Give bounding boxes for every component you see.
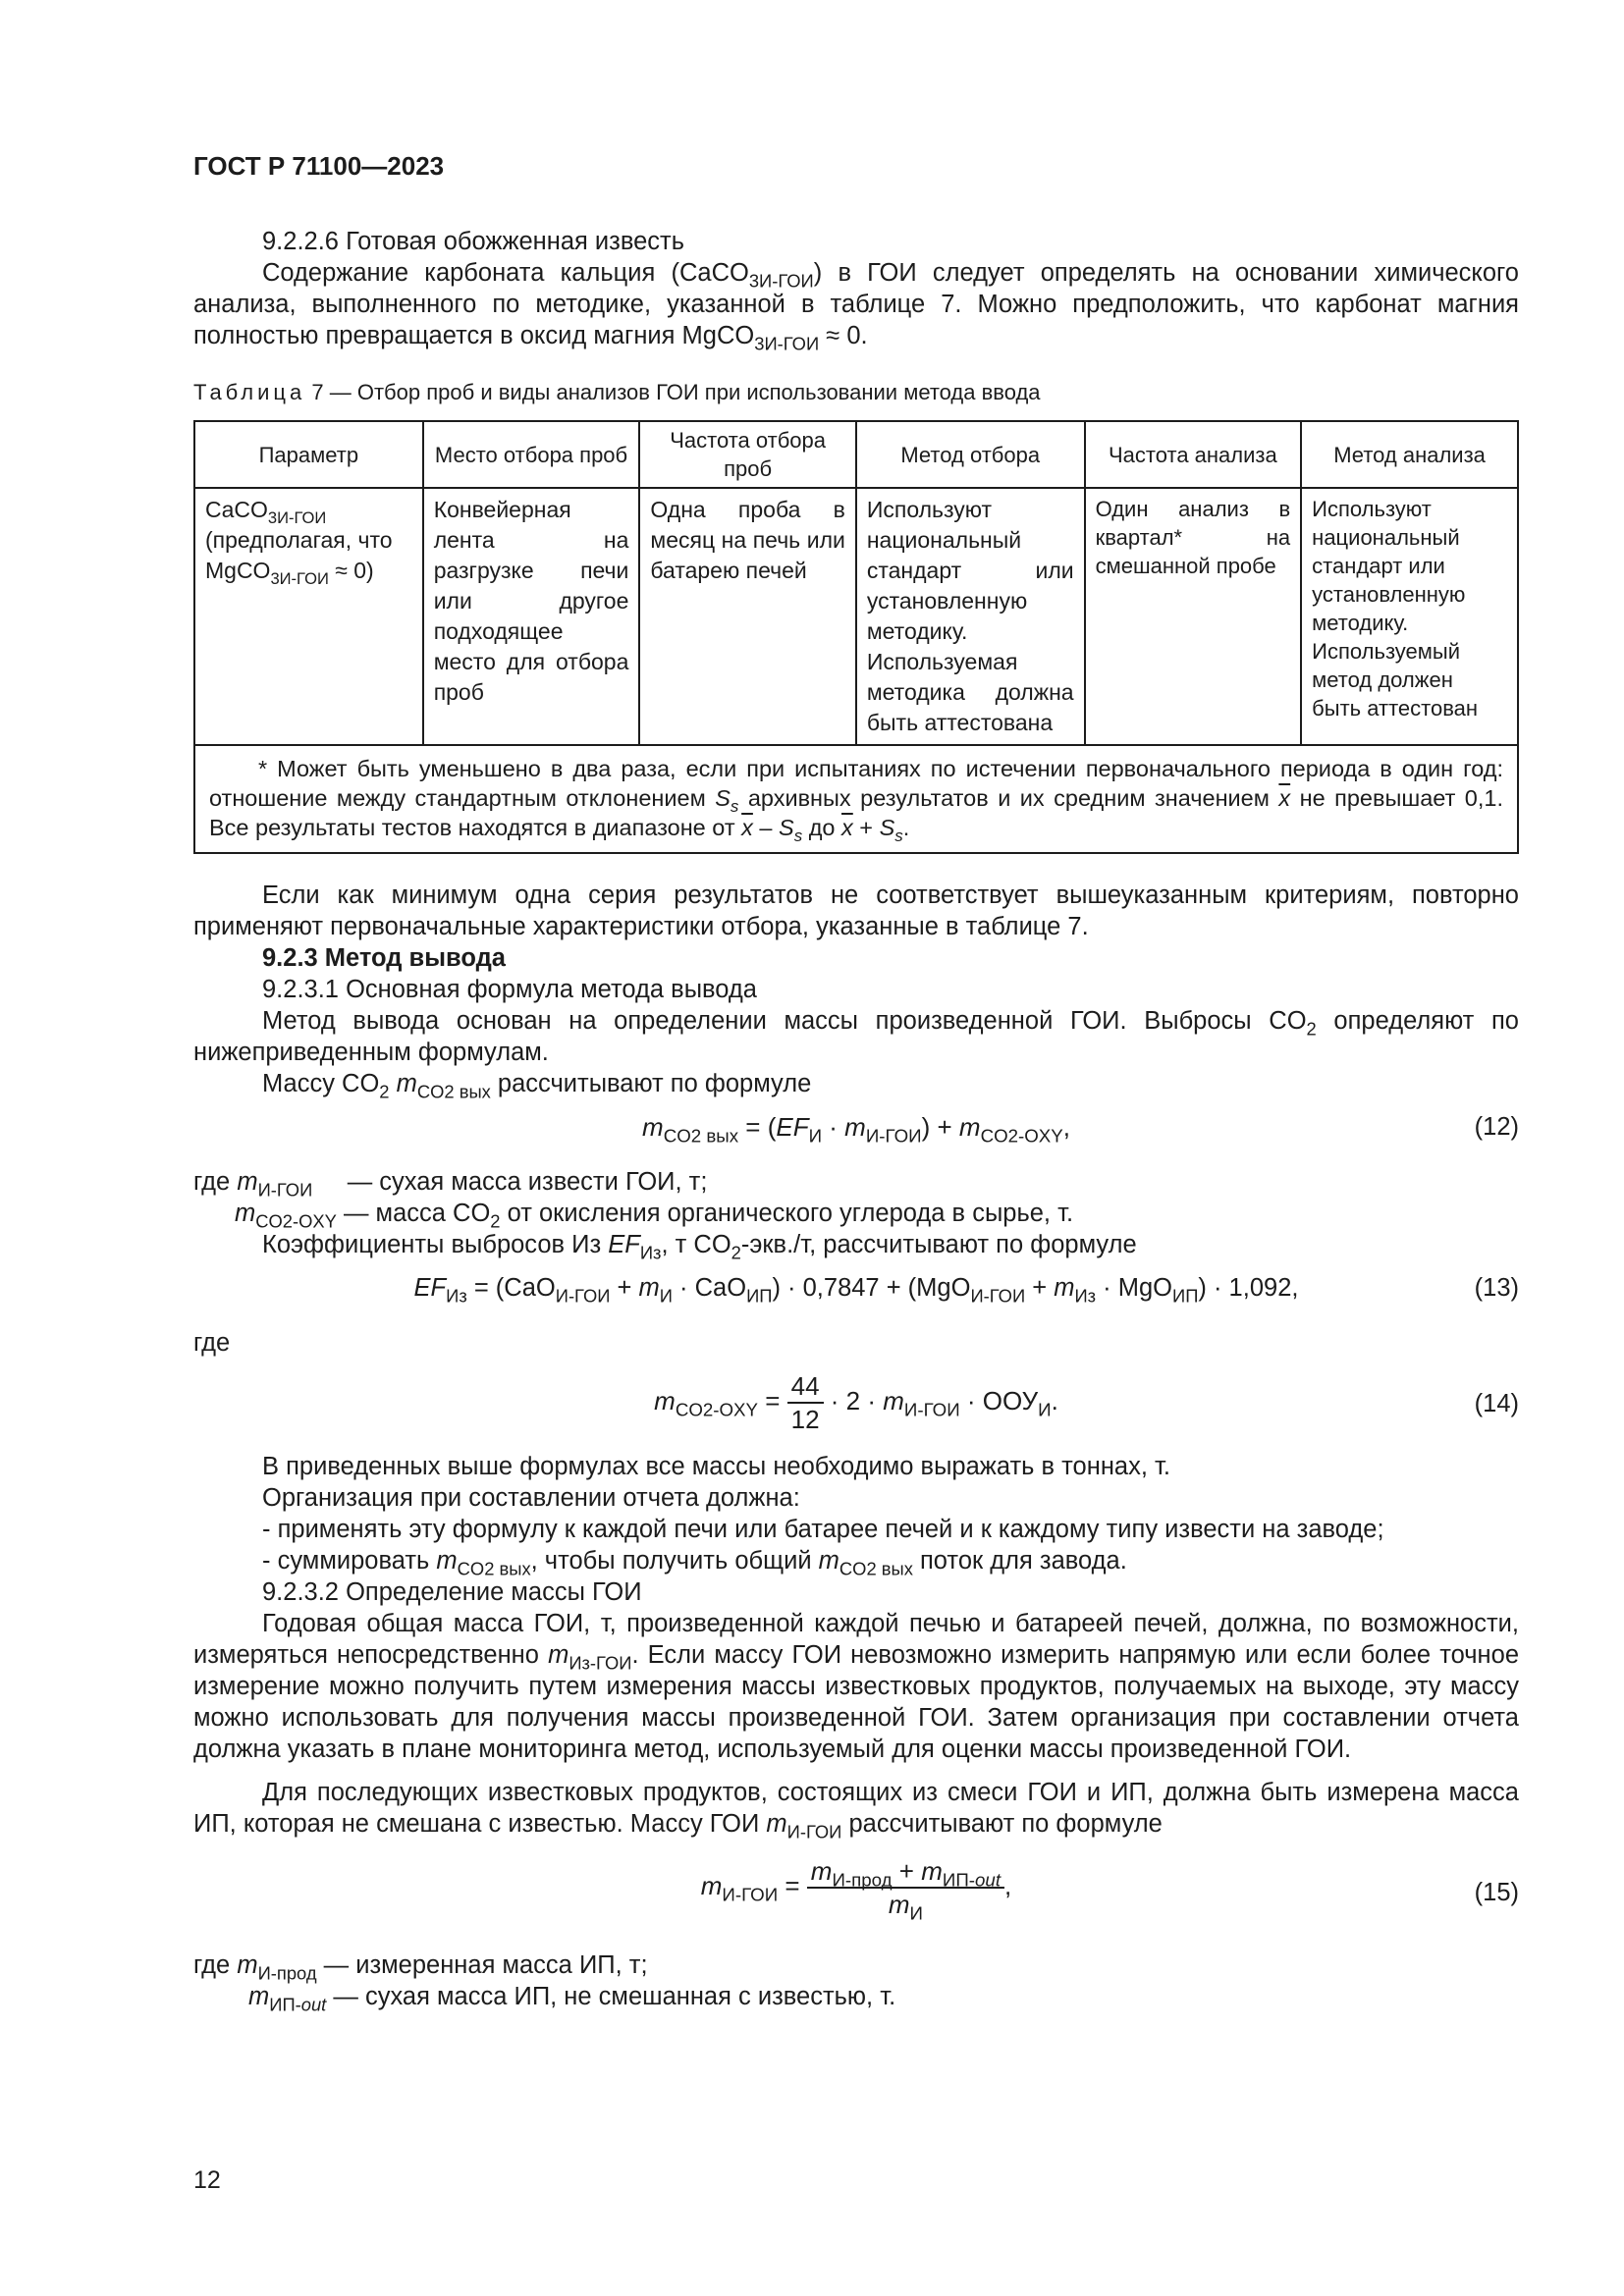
requirement-item-2: - суммировать $m_{CO2 вых}$, чтобы получить общий $m_{CO2 вых}$ поток для завода. bbox=[262, 1547, 1127, 1579]
table-7 bbox=[193, 420, 1519, 854]
formula-13-number: (13) bbox=[1474, 1274, 1519, 1302]
requirement-item-1: - применять эту формулу к каждой печи или батарее печей и к каждому типу извести на заводе; bbox=[262, 1516, 1384, 1543]
formula-13 bbox=[193, 1272, 1519, 1315]
section-923-title: 9.2.3 Метод вывода bbox=[262, 944, 506, 972]
formula-12 bbox=[193, 1111, 1519, 1154]
cell-analysis-method: Используют национальный стандарт или установленную методику. Используемый метод должен быть аттестован bbox=[1301, 488, 1518, 745]
cell-sampling-frequency: Одна проба в месяц на печь или батарею печей bbox=[639, 488, 855, 745]
where-13: где bbox=[193, 1329, 231, 1357]
formula-14-number: (14) bbox=[1474, 1390, 1519, 1417]
fraction-44-12: $\frac{44}{12}$ bbox=[787, 1370, 824, 1435]
where-12-line-1: где $m_{И-ГОИ}$ — сухая масса извести ГОИ, т; bbox=[193, 1168, 708, 1201]
section-9232-paragraph-1: Годовая общая масса ГОИ, т, произведенной каждой печью и батареей печей, должна, по возможности, измеряться непосредственно $m_{Из-ГОИ}$. Если массу ГОИ невозможно измерить напрямую или если более точное измерение можно получить путем измерения массы известковых продуктов, получаемых на выходе, эту массу можно использовать для получения массы произведенной ГОИ. Затем организация при составлении отчета должна указать в плане мониторинга метод, используемый для оценки массы произведенной ГОИ. bbox=[193, 1610, 1519, 1763]
column-header: Метод отбора bbox=[856, 421, 1085, 488]
coefficients-text: Коэффициенты выбросов Из $EF_{Из}$, т $CO_2-экв./т$, рассчитывают по формуле bbox=[262, 1231, 1137, 1263]
table-row bbox=[194, 488, 1518, 745]
cell-analysis-frequency: Один анализ в квартал* на смешанной пробе bbox=[1085, 488, 1302, 745]
where-12-line-2: $m_{CO2-OXY}$ — масса $CO_2$ от окисления органического углерода в сырье, т. bbox=[235, 1200, 1074, 1232]
cell-parameter: CaCO$_{3И-ГОИ}$ (предполагая, что MgCO$_{3И-ГОИ}$ ≈ 0) bbox=[194, 488, 423, 745]
column-header: Частота отбора проб bbox=[639, 421, 855, 488]
formula-14 bbox=[193, 1370, 1519, 1439]
table-footnote: * Может быть уменьшено в два раза, если при испытаниях по истечении первоначального периода в один год: отношение между стандартным отклонением $S_s$ архивных результатов и их средним значением $\overline{x}$ не превышает 0,1. Все результаты тестов находятся в диапазоне от $\overline{x} - S_s$ до $\overline{x} + S_s$. bbox=[194, 745, 1518, 853]
where-15-line-2: $m_{ИП-out}$ — сухая масса ИП, не смешанная с известью, т. bbox=[248, 1983, 896, 2015]
formula-15-body: $m_{И-ГОИ}$ = $\frac{m_{И-прод} + m_{ИП-out}}{m_И}$ , bbox=[700, 1856, 1012, 1924]
section-9231-mass-text: Массу $CO_2$ $m_{CO2 вых}$ рассчитывают по формуле bbox=[262, 1070, 812, 1102]
formula-14-body: $m_{CO2-OXY}$ = $\frac{44}{12}$ · $2 \cdot m_{И-ГОИ} \cdot ООУ_И$. bbox=[654, 1371, 1058, 1434]
fraction-15: $\frac{m_{И-прод} + m_{ИП-out}}{m_И}$ bbox=[807, 1855, 1004, 1920]
formula-12-number: (12) bbox=[1474, 1113, 1519, 1141]
formula-13-body: $EF_{Из} = (CaO_{И-ГОИ} + m_И \cdot CaO_{ИП}) \cdot 0,7847 + (MgO_{И-ГОИ} + m_{Из} \cdot MgO_{ИП}) \cdot 1,092$, bbox=[413, 1274, 1299, 1307]
section-9226-text: Содержание карбоната кальция (CaCO$_{3И-ГОИ}$) в ГОИ следует определять на основании химического анализа, выполненного по методике, указанной в таблице 7. Можно предположить, что карбонат магния полностью превращается в оксид магния MgCO$_{3И-ГОИ}$ ≈ 0. bbox=[193, 259, 1519, 354]
cell-sampling-place: Конвейерная лента на разгрузке печи или другое подходящее место для отбора проб bbox=[423, 488, 640, 745]
formula-15-number: (15) bbox=[1474, 1879, 1519, 1906]
column-header: Параметр bbox=[194, 421, 423, 488]
column-header: Метод анализа bbox=[1301, 421, 1518, 488]
document-code-header: ГОСТ Р 71100—2023 bbox=[193, 151, 445, 181]
section-9232-paragraph-2: Для последующих известковых продуктов, состоящих из смеси ГОИ и ИП, должна быть измерена масса ИП, которая не смешана с известью. Массу ГОИ $m_{И-ГОИ}$ рассчитывают по формуле bbox=[193, 1779, 1519, 1842]
section-9231-text: Метод вывода основан на определении массы произведенной ГОИ. Выбросы $CO_2$ определяют по нижеприведенным формулам. bbox=[193, 1007, 1519, 1066]
column-header: Место отбора проб bbox=[423, 421, 640, 488]
formula-12-body: $m_{CO2 вых} = (EF_И \cdot m_{И-ГОИ}) + m_{CO2-OXY}$, bbox=[642, 1112, 1070, 1147]
formula-15 bbox=[193, 1855, 1519, 1938]
section-9231-title: 9.2.3.1 Основная формула метода вывода bbox=[262, 976, 757, 1003]
section-9232-title: 9.2.3.2 Определение массы ГОИ bbox=[262, 1578, 642, 1606]
table-header-row bbox=[194, 421, 1518, 488]
units-note: В приведенных выше формулах все массы необходимо выражать в тоннах, т. bbox=[262, 1453, 1170, 1480]
report-requirements: Организация при составлении отчета должна: bbox=[262, 1484, 800, 1512]
where-15-line-1: где $m_{И-прод}$ — измеренная масса ИП, т; bbox=[193, 1951, 648, 1984]
table-note-row bbox=[194, 745, 1518, 853]
after-table-paragraph: Если как минимум одна серия результатов не соответствует вышеуказанным критериям, повторно применяют первоначальные характеристики отбора, указанные в таблице 7. bbox=[193, 881, 1519, 940]
page-content bbox=[193, 226, 1519, 2015]
cell-sampling-method: Используют национальный стандарт или установленную методику. Используемая методика должна быть аттестована bbox=[856, 488, 1085, 745]
section-9226-title: 9.2.2.6 Готовая обожженная известь bbox=[262, 228, 685, 255]
column-header: Частота анализа bbox=[1085, 421, 1302, 488]
table-7-caption: Таблица 7 — Отбор проб и виды анализов ГОИ при использовании метода ввода bbox=[193, 380, 1041, 404]
page-number: 12 bbox=[193, 2166, 221, 2194]
